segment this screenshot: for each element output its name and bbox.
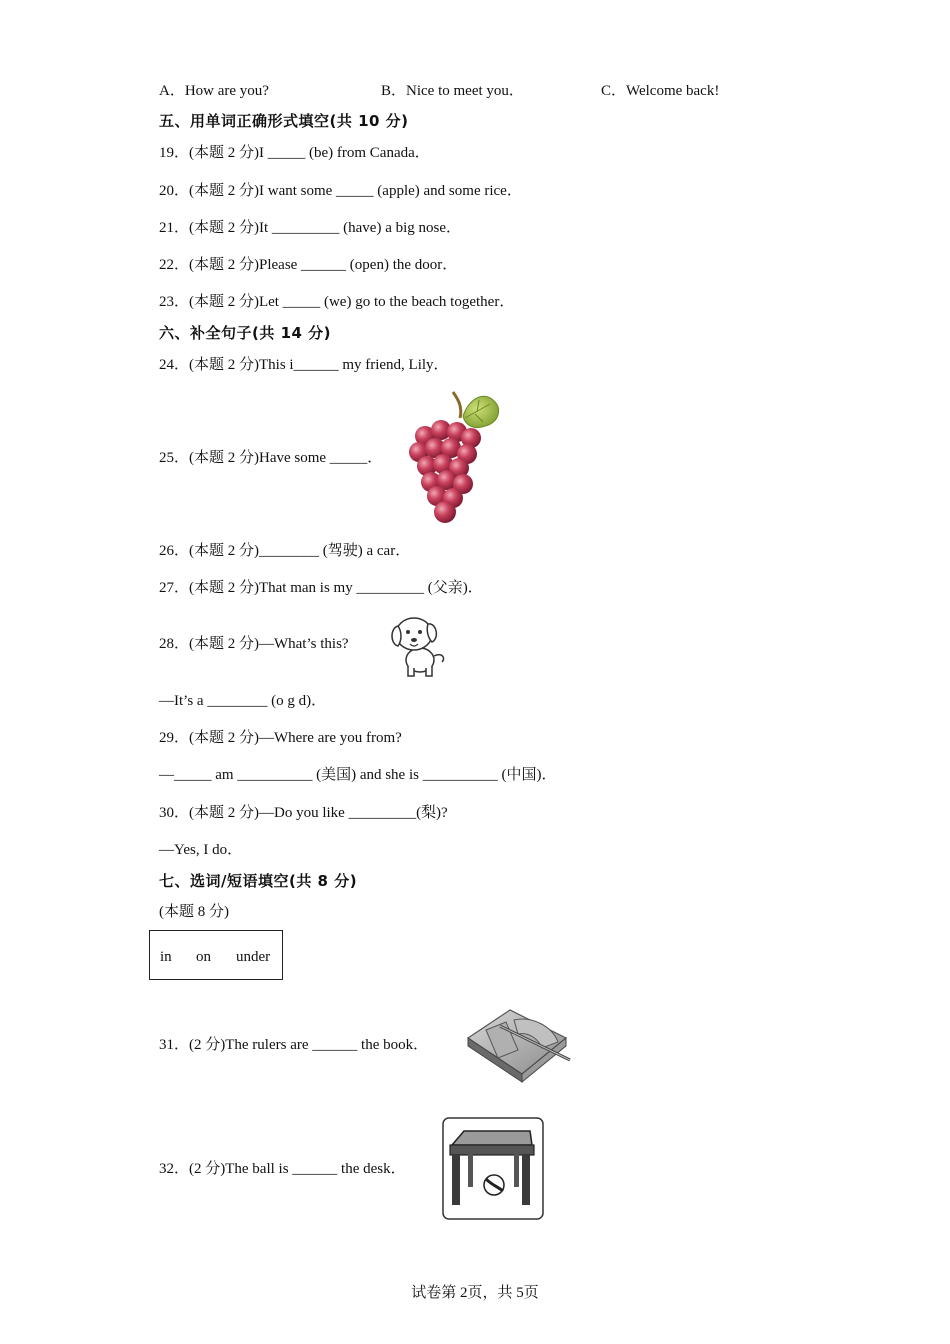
question-23: 23．(本题 2 分)Let _____ (we) go to the beach together．: [159, 294, 515, 310]
question-21: 21．(本题 2 分)It _________ (have) a big nose．: [159, 220, 462, 236]
question-30-answer: —Yes, I do．: [159, 842, 243, 858]
book-rulers-icon: [466, 1008, 576, 1083]
question-26: 26．(本题 2 分)________ (驾驶) a car．: [159, 543, 411, 559]
question-29: 29．(本题 2 分)—Where are you from?: [159, 730, 402, 746]
question-28: 28．(本题 2 分)—What’s this?: [159, 636, 349, 652]
page-footer: 试卷第 2页，共 5页: [411, 1285, 539, 1301]
question-29-answer: —_____ am __________ (美国) and she is __________ (中国)．: [159, 767, 557, 783]
question-24: 24．(本题 2 分)This i______ my friend, Lily．: [159, 357, 449, 373]
question-19: 19．(本题 2 分)I _____ (be) from Canada．: [159, 145, 430, 161]
word-bank-item: in: [160, 949, 172, 965]
dog-icon: [388, 610, 450, 680]
option-a: A．How are you?: [159, 83, 269, 99]
word-bank: [149, 930, 283, 980]
question-31: 31．(2 分)The rulers are ______ the book．: [159, 1037, 429, 1053]
question-30: 30．(本题 2 分)—Do you like _________(梨)?: [159, 805, 448, 821]
question-32: 32．(2 分)The ball is ______ the desk．: [159, 1161, 406, 1177]
option-b: B．Nice to meet you．: [381, 83, 524, 99]
word-bank-item: under: [236, 949, 271, 965]
question-28-answer: —It’s a ________ (o g d)．: [159, 693, 327, 709]
section-5-title: 五、用单词正确形式填空(共 10 分): [159, 112, 409, 130]
section-7-title: 七、选词/短语填空(共 8 分): [159, 872, 358, 890]
question-25: 25．(本题 2 分)Have some _____．: [159, 450, 383, 466]
word-bank-item: on: [196, 949, 211, 965]
grapes-icon: [405, 388, 505, 528]
section-7-note: (本题 8 分): [159, 904, 229, 920]
question-27: 27．(本题 2 分)That man is my _________ (父亲)．: [159, 580, 483, 596]
question-20: 20．(本题 2 分)I want some _____ (apple) and some rice．: [159, 183, 522, 199]
section-6-title: 六、补全句子(共 14 分): [159, 324, 332, 342]
question-22: 22．(本题 2 分)Please ______ (open) the door．: [159, 257, 458, 273]
option-c: C．Welcome back!: [601, 83, 720, 99]
desk-ball-icon: [442, 1117, 544, 1220]
